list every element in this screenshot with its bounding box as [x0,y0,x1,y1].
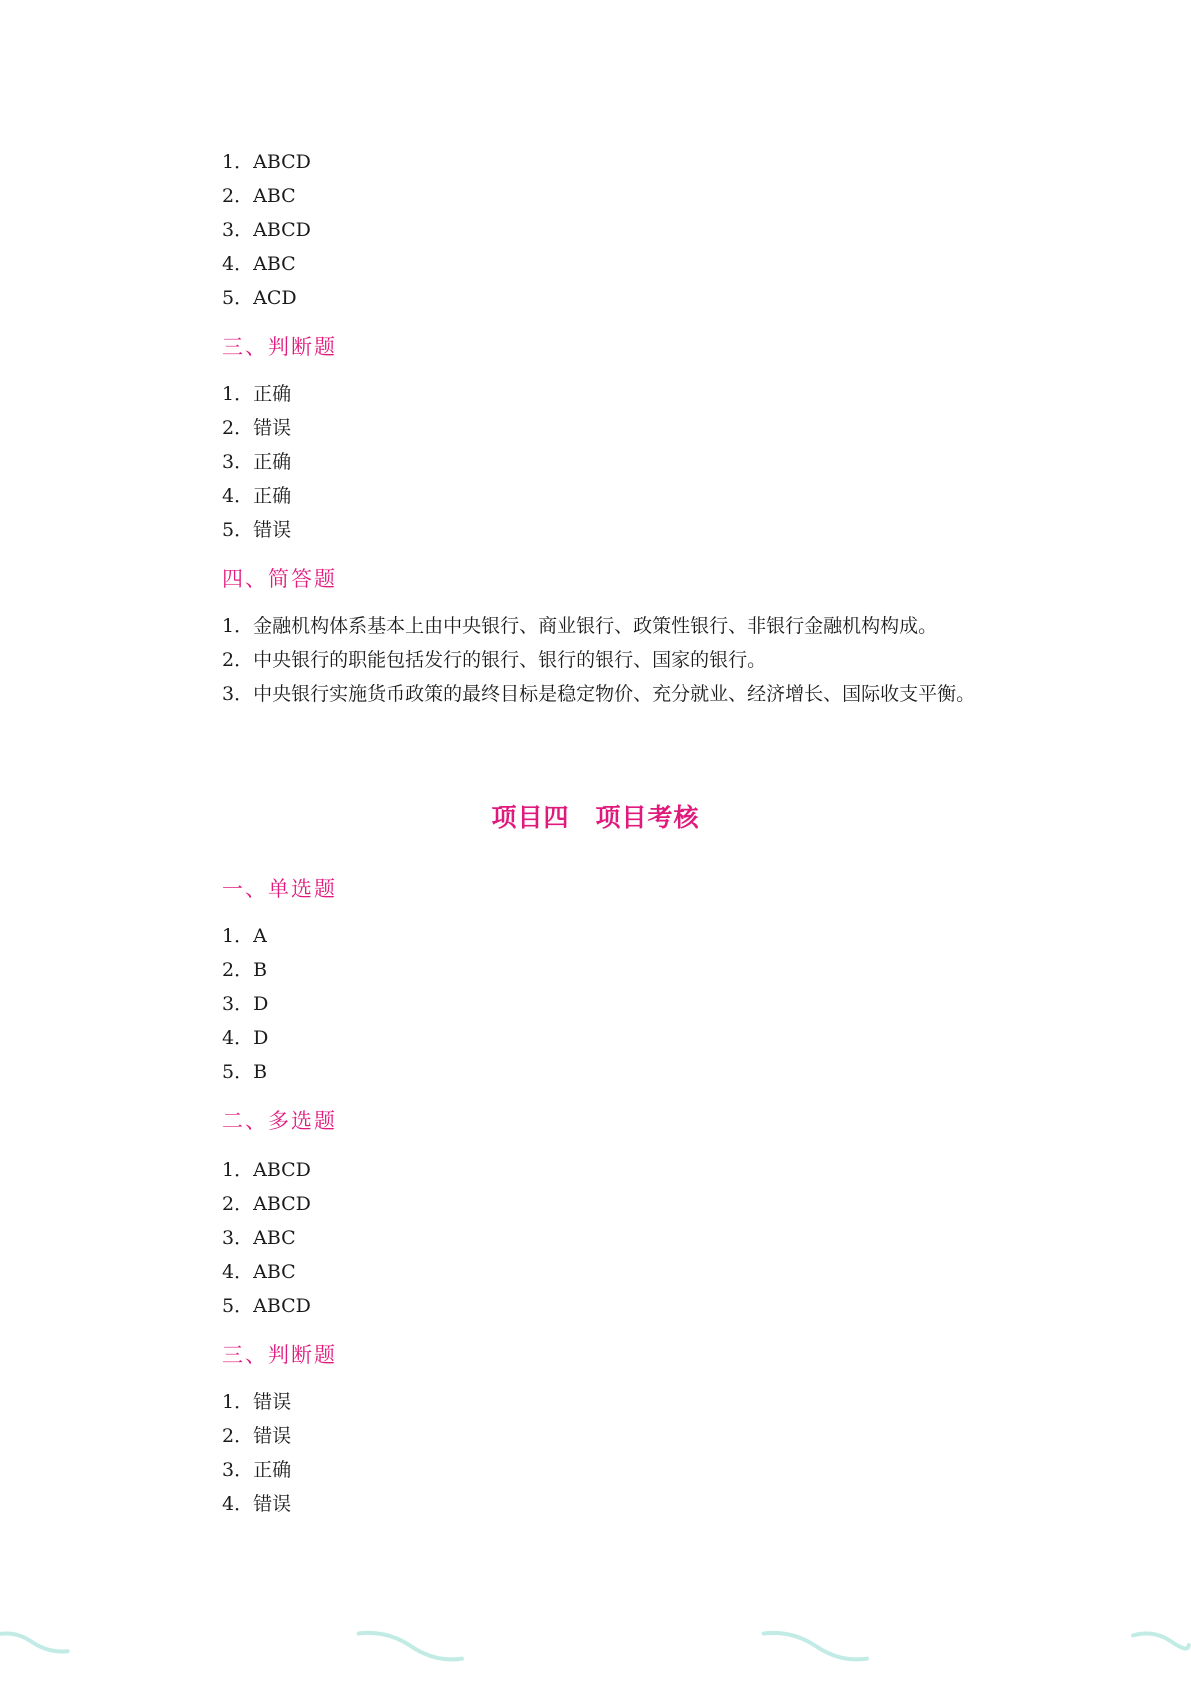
answer-line: 1．正确 [222,383,292,405]
answer-line: 3．正确 [222,1459,292,1481]
section-heading: 一、单选题 [222,877,337,901]
section-heading: 四、简答题 [222,567,337,591]
section-heading: 三、判断题 [222,335,337,359]
answer-line: 1．ABCD [222,151,311,173]
section-heading: 三、判断题 [222,1343,337,1367]
answer-line: 1．A [222,925,267,947]
answer-line: 4．ABC [222,253,296,275]
answer-line: 3．正确 [222,451,292,473]
answer-line: 5．错误 [222,519,292,541]
answer-line: 4．D [222,1027,269,1049]
watermark [0,1620,101,1675]
answer-line: 2．B [222,959,268,981]
answer-line: 2．ABC [222,185,296,207]
watermark [354,1620,465,1675]
section-heading: 二、多选题 [222,1109,337,1133]
answer-line: 1．错误 [222,1391,292,1413]
answer-line: 1．ABCD [222,1159,311,1181]
answer-line: 4．正确 [222,485,292,507]
answer-line: 5．ABCD [222,1295,311,1317]
short-answer-paragraph: 1．金融机构体系基本上由中央银行、商业银行、政策性银行、非银行金融机构构成。 [222,615,938,637]
watermark [759,1620,870,1675]
answer-line: 4．ABC [222,1261,296,1283]
watermark [1129,1620,1191,1675]
answer-line: 3．ABC [222,1227,296,1249]
answer-line: 4．错误 [222,1493,292,1515]
answer-line: 2．ABCD [222,1193,311,1215]
answer-line: 5．B [222,1061,268,1083]
answer-line: 5．ACD [222,287,297,309]
answer-line: 3．D [222,993,269,1015]
short-answer-paragraph: 2．中央银行的职能包括发行的银行、银行的银行、国家的银行。 [222,649,767,671]
project-title: 项目四 项目考核 [491,803,700,832]
answer-line: 3．ABCD [222,219,311,241]
short-answer-paragraph: 3．中央银行实施货币政策的最终目标是稳定物价、充分就业、经济增长、国际收支平衡。 [222,683,976,705]
answer-line: 2．错误 [222,1425,292,1447]
answer-line: 2．错误 [222,417,292,439]
